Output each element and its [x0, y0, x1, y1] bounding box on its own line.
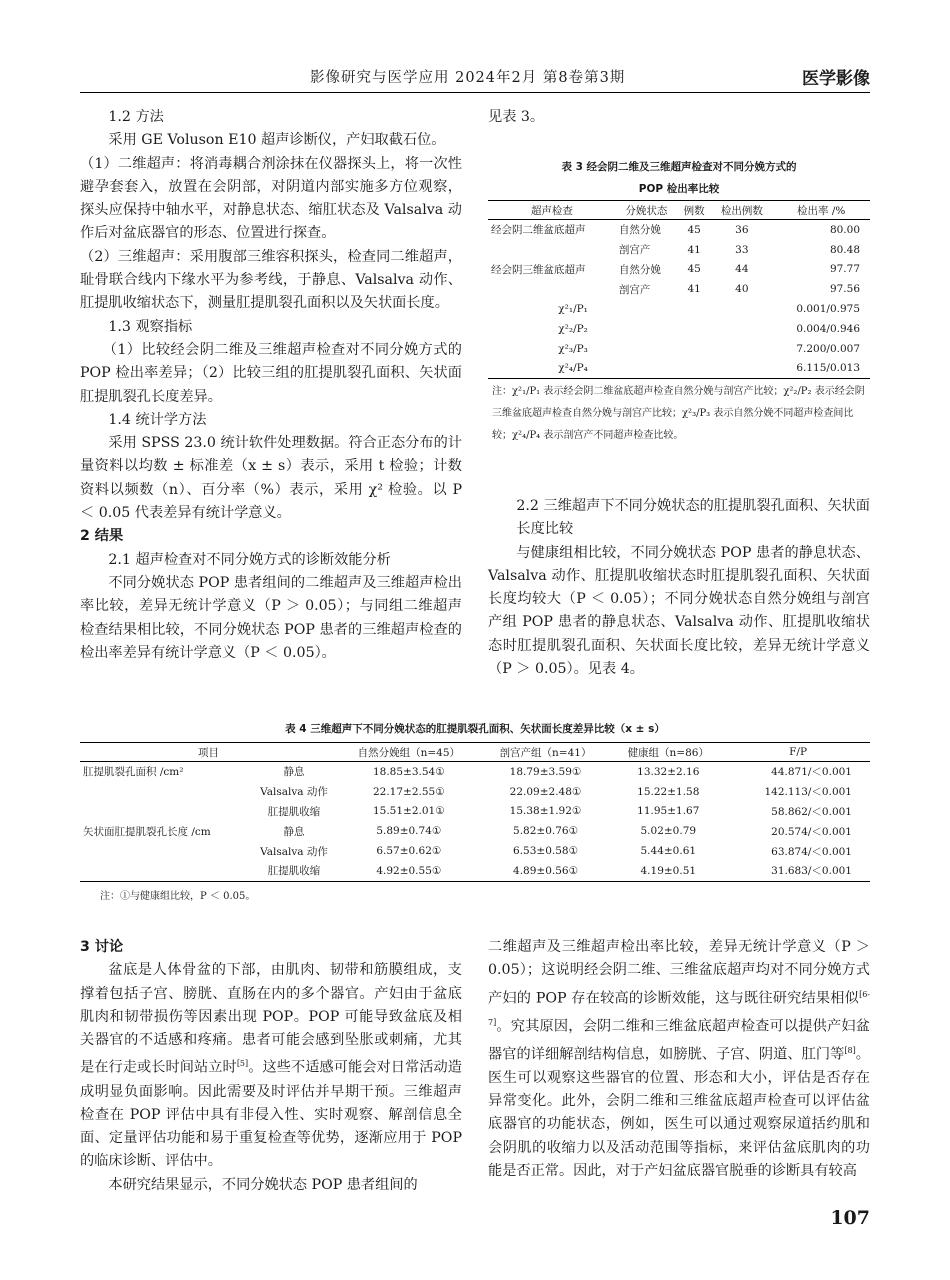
table-row [488, 260, 870, 280]
table-row [80, 841, 870, 861]
journal-info: 影像研究与医学应用 2024年2月 第8卷第3期 [310, 70, 626, 86]
section-1-4-title: 1.4 统计学方法 [108, 411, 207, 428]
cell: 6.115/0.013 [772, 359, 870, 379]
paragraph [80, 959, 462, 1173]
table-row [488, 299, 870, 319]
discussion-right [488, 936, 870, 1183]
cell: 142.113/＜0.001 [764, 786, 852, 799]
table-3-note: 注：χ²₁/P₁ 表示经会阴二维盆底超声检查自然分娩与剖宫产比较；χ²₂/P₂ 表示经会阴三维盆底超声检查自然分娩与剖宫产比较；χ²₃/P₃ 表示自然分娩不同超声检查间比较；χ²₄/P₄ 表示剖宫产不同超声检查比较。 [492, 386, 865, 442]
table-row [80, 802, 870, 822]
page-number: 107 [830, 1207, 870, 1229]
cell: 33 [735, 243, 749, 256]
discussion-left [80, 936, 462, 1197]
cell: 63.874/＜0.001 [771, 845, 852, 858]
right-column-2-2 [488, 495, 870, 681]
column-header: 例数 [677, 201, 711, 220]
cell: 静息 [283, 766, 305, 779]
column-header: 自然分娩组（n=45） [337, 743, 481, 762]
column-header: 检出率 /% [772, 201, 870, 220]
text-run: 二维超声及三维超声检出率比较，差异无统计学意义（P ＞ 0.05）；这说明经会阴二维、三维盆底超声均对不同分娩方式产妇的 POP 存在较高的诊断效能，这与既往研究结果相似 [488, 939, 870, 1007]
text-run: 。医生可以观察这些器官的位置、形态和大小，评估是否存在异常变化。此外，会阴二维和三维盆底超声检查可以评估盆底器官的功能状态，例如，医生可以通过观察尿道括约肌和会阴肌的收缩力以及活动范围等指标，来评估盆底肌肉的功能是否正常。因此，对于产妇盆底器官脱垂的诊断具有较高 [488, 1046, 870, 1179]
cell: 6.57±0.62① [376, 845, 442, 858]
cell: 13.32±2.16 [637, 765, 700, 778]
cell: 44 [735, 263, 749, 276]
table-row [488, 279, 870, 299]
cell: 剖宫产 [618, 283, 651, 296]
cell [488, 279, 616, 299]
table-4-note: 注：①与健康组比较，P ＜ 0.05。 [100, 890, 256, 902]
section-label: 医学影像 [802, 69, 870, 89]
cell: 41 [687, 243, 701, 256]
cell: 45 [687, 223, 701, 236]
cell: 5.02±0.79 [640, 825, 697, 838]
column-header: 项目 [80, 743, 337, 762]
paragraph: 采用 GE Voluson E10 超声诊断仪，产妇取截石位。 [108, 132, 446, 149]
cell: 18.85±3.54① [372, 765, 445, 778]
cell: 6.53±0.58① [513, 845, 578, 858]
section-2-2-title: 2.2 三维超声下不同分娩状态的肛提肌裂孔面积、矢状面长度比较 [516, 498, 870, 538]
cell: χ²₂/P₂ [558, 322, 588, 335]
cell: 41 [687, 283, 701, 296]
cell: 静息 [283, 825, 305, 838]
section-2-title: 2 结果 [80, 528, 124, 545]
cell: 自然分娩 [618, 224, 661, 237]
table-row [80, 821, 870, 841]
text-run: 。究其原因，会阴二维和三维盆底超声检查可以提供产妇盆器官的详细解剖结构信息，如膀胱、子宫、阴道、肛门等 [488, 1018, 870, 1063]
text-run: 盆底是人体骨盆的下部，由肌肉、韧带和筋膜组成，支撑着包括子宫、膀胱、直肠在内的多个器官。产妇由于盆底肌肉和韧带损伤等因素出现 POP。POP 可能导致盆底及相关器官的不适感和疼痛。患者可能会感到坠胀或刺痛，尤其是在行走或长时间站立时 [80, 962, 462, 1077]
cell: 20.574/＜0.001 [771, 825, 852, 838]
column-header: 分娩状态 [616, 201, 677, 220]
cell: 45 [687, 263, 701, 276]
cell: 4.19±0.51 [610, 861, 726, 881]
cell: 自然分娩 [618, 263, 661, 276]
cell: 肛提肌收缩 [251, 861, 337, 881]
cell: 11.95±1.67 [637, 805, 700, 818]
table-row [80, 782, 870, 802]
table-row [488, 240, 870, 260]
paragraph: 本研究结果显示，不同分娩状态 POP 患者组间的 [108, 1176, 418, 1193]
table-4-grid [80, 742, 870, 882]
cell: 36 [735, 223, 749, 236]
column-header: 超声检查 [488, 201, 616, 220]
paragraph [488, 936, 870, 1183]
paragraph: 见表 3。 [488, 109, 545, 125]
table-3-grid [488, 200, 870, 379]
paragraph: 与健康组相比较，不同分娩状态 POP 患者的静息状态、Valsalva 动作、肛提肌收缩状态时肛提肌裂孔面积、矢状面长度均较大（P ＜ 0.05）；不同分娩状态自然分娩组与剖宫产组 POP 患者的静息状态、Valsalva 动作、肛提肌收缩状态时肛提肌裂孔面积、矢状面长度比较，差异无统计学意义（P ＞ 0.05）。见表 4。 [488, 544, 870, 678]
cell: χ²₁/P₁ [558, 303, 588, 316]
table-row [488, 359, 870, 379]
cell: 80.48 [829, 243, 860, 256]
paragraph: 采用 SPSS 23.0 统计软件处理数据。符合正态分布的计量资料以均数 ± 标准差（x ± s）表示，采用 t 检验；计数资料以频数（n）、百分率（%）表示，采用 χ² 检验。以 P ＜ 0.05 代表差异有统计学意义。 [80, 435, 462, 522]
paragraph: （2）三维超声：采用腹部三维容积探头，检查同二维超声，耻骨联合线内下缘水平为参考线，于静息、Valsalva 动作、肛提肌收缩状态下，测量肛提肌裂孔面积以及矢状面长度。 [80, 248, 462, 312]
table-3-caption: 表 3 经会阴二维及三维超声检查对不同分娩方式的 [561, 161, 797, 173]
cell: 剖宫产 [618, 244, 651, 257]
cell: 0.001/0.975 [796, 303, 860, 316]
cell: Valsalva 动作 [260, 786, 328, 799]
column-header: 检出例数 [711, 201, 772, 220]
cell: 22.17±2.55① [372, 785, 445, 798]
paragraph: 不同分娩状态 POP 患者组间的二维超声及三维超声检出率比较，差异无统计学意义（P ＞ 0.05）；与同组二维超声检查结果相比较，不同分娩状态 POP 患者的三维超声检查的检出率差异有统计学意义（P ＜ 0.05）。 [80, 574, 462, 661]
cell: 97.77 [829, 263, 860, 276]
section-2-1-title: 2.1 超声检查对不同分娩方式的诊断效能分析 [108, 551, 391, 568]
cell: 0.004/0.946 [796, 322, 860, 335]
column-header: F/P [726, 743, 870, 762]
table-row [488, 319, 870, 339]
column-header: 健康组（n=86） [610, 743, 726, 762]
section-1-3-title: 1.3 观察指标 [108, 318, 193, 335]
cell: Valsalva 动作 [260, 845, 328, 858]
citation: [6-7] [488, 989, 870, 1027]
row-group-label: 矢状面肛提肌裂孔长度 /cm [83, 825, 211, 838]
row-group-label: 肛提肌裂孔面积 /cm² [83, 766, 184, 779]
cell: 44.871/＜0.001 [771, 766, 852, 779]
cell: χ²₃/P₃ [558, 342, 588, 355]
table-row [488, 339, 870, 359]
cell: 31.683/＜0.001 [726, 861, 870, 881]
cell: 5.82±0.76① [513, 825, 578, 838]
cell [488, 240, 616, 260]
paragraph: （1）比较经会阴二维及三维超声检查对不同分娩方式的 POP 检出率差异；（2）比较三组的肛提肌裂孔面积、矢状面肛提肌裂孔长度差异。 [80, 341, 462, 405]
cell: 80.00 [829, 223, 860, 236]
cell: 经会阴二维盆底超声 [491, 224, 586, 237]
cell: 4.89±0.56① [481, 861, 611, 881]
table-3-caption: POP 检出率比较 [638, 183, 720, 195]
table-row [80, 861, 870, 881]
table-4 [80, 720, 870, 908]
citation: [5] [236, 1059, 249, 1069]
cell: 15.22±1.58 [637, 785, 700, 798]
cell: 58.862/＜0.001 [771, 805, 852, 818]
cell: 7.200/0.007 [796, 342, 860, 355]
cell: 40 [735, 283, 749, 296]
running-header [80, 62, 870, 93]
text-run: 。这些不适感可能会对日常活动造成明显负面影响。因此需要及时评估并早期干预。三维超声检查在 POP 评估中具有非侵入性、实时观察、解剖信息全面、定量评估功能和易于重复检查等优势，逐渐应用于 POP 的临床诊断、评估中。 [80, 1060, 462, 1170]
cell: χ²₄/P₄ [488, 359, 616, 379]
column-header: 剖宫产组（n=41） [481, 743, 611, 762]
table-row [488, 220, 870, 240]
right-column-top [488, 106, 870, 129]
cell: 肛提肌收缩 [267, 805, 321, 818]
cell: 5.89±0.74① [376, 825, 442, 838]
cell: 4.92±0.55① [337, 861, 481, 881]
section-3-title: 3 讨论 [80, 939, 124, 955]
table-row [80, 762, 870, 782]
table-3 [488, 156, 870, 447]
cell: 5.44±0.61 [640, 845, 697, 858]
cell: 15.38±1.92① [509, 805, 582, 818]
left-column-top [80, 106, 462, 665]
paragraph: （1）二维超声：将消毒耦合剂涂抹在仪器探头上，将一次性避孕套套入，放置在会阴部，对阴道内部实施多方位观察，探头应保持中轴水平，对静息状态、缩肛状态及 Valsalva 动作后对盆底器官的形态、位置进行探查。 [80, 155, 462, 242]
cell: 经会阴三维盆底超声 [491, 263, 586, 276]
cell: 97.56 [829, 283, 860, 296]
citation: [8] [844, 1045, 856, 1055]
cell: 18.79±3.59① [509, 765, 582, 778]
section-1-2-title: 1.2 方法 [108, 109, 164, 125]
table-4-caption: 表 4 三维超声下不同分娩状态的肛提肌裂孔面积、矢状面长度差异比较（x ± s） [285, 723, 665, 735]
cell: 22.09±2.48① [509, 785, 582, 798]
cell: 15.51±2.01① [372, 805, 445, 818]
